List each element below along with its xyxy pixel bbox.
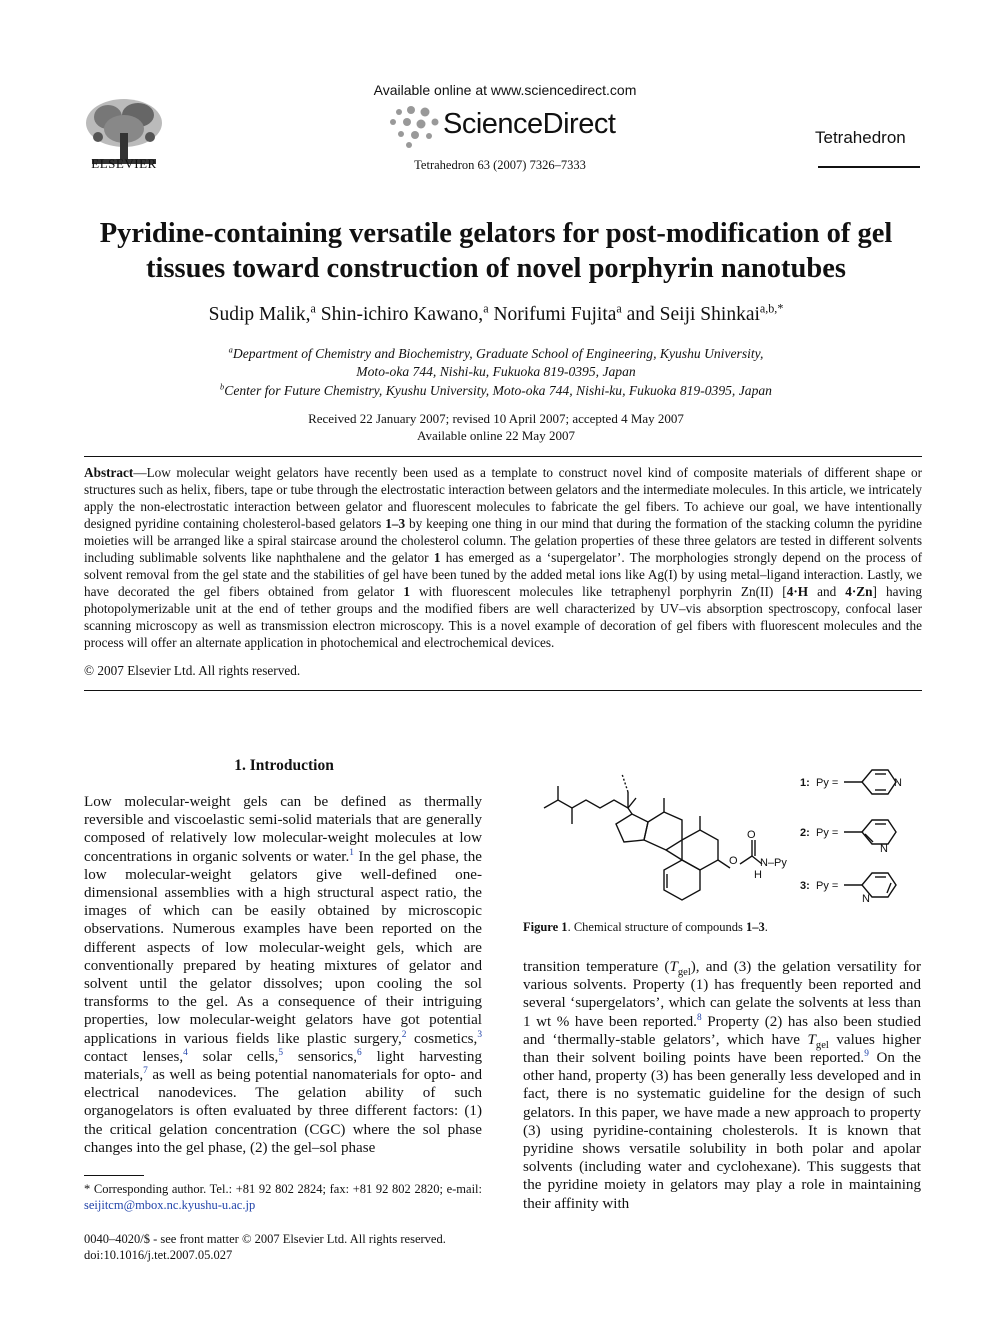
author-name: Seiji Shinkai [659, 304, 760, 325]
abstract-text: by keeping one thing in our mind that during the formation of the stacking column the pyridine moieties will be arranged like a spiral staircase around the cholesterol column. The gelation properties of these three gelators are tested in different solvents including sublimable solvents like naphthalene and the gelator [84, 516, 923, 565]
title-line-1: Pyridine-containing versatile gelators for post-modification of gel [99, 218, 893, 249]
author-list [60, 301, 932, 326]
citation-ref[interactable]: 1 [349, 847, 354, 858]
author-affil-mark: a,b,* [759, 301, 784, 316]
body-text: Low molecular-weight gels can be defined as thermally reversible and viscoelastic semi-solid materials that are generally composed of relatively low molecular-weight molecules at low concentrations in organic solvents or water. [84, 794, 482, 865]
author-joiner: and [626, 304, 655, 325]
hydrogen-label: H [754, 869, 762, 881]
body-text: as well as being potential nanomaterials for opto- and electrical nanodevices. The gelation ability of such organogelators is often evaluated by three different factors: (1) the critical gelation concentration (CGC) where the sol phase changes into the gel phase, (2) the gel–sol phase [84, 1067, 482, 1156]
body-text: solar cells, [187, 1048, 279, 1065]
body-column-right [523, 958, 921, 1213]
front-matter [84, 1231, 482, 1263]
t-gel-symbol: T [669, 959, 678, 975]
py-label: Py = [816, 880, 839, 892]
compound-2-label: 2: [800, 827, 810, 839]
body-column-left [84, 793, 482, 1157]
publisher-name: ELSEVIER [91, 156, 157, 171]
body-text: Property (2) has also been studied and ‘thermally-stable gelators’, which have [523, 1013, 922, 1048]
compound-ref: 1 [433, 550, 441, 565]
footnote-text: * Corresponding author. Tel.: +81 92 802 2824; fax: +81 92 802 2820; e-mail: [84, 1182, 482, 1196]
abstract-top-rule [84, 456, 922, 457]
abstract-text: ] having photopolymerizable unit at the end of tether groups and the modified fibers are well characterized by UV–vis absorption spectroscopy, confocal laser scanning microscopy as well as transmission electron microscopy. This is a novel example of decoration of gel fibers with fluorescent molecules and the process will offer an alternate application in photochemical and electrochemical devices. [84, 584, 923, 650]
abstract-text: has emerged as a ‘supergelator’. The morphologies strongly depend on the process of solvent removal from the gel state and the stabilities of gel have been tuned by the added metal ions like Ag(I) by using metal–ligand interaction. Lastly, we have decorated the gel fibers obtained from gelator [84, 550, 922, 599]
figure-caption [523, 920, 921, 935]
nitrogen-label: N [894, 777, 902, 789]
section-heading: 1. Introduction [234, 757, 334, 774]
nh-py-label: N–Py [760, 857, 787, 869]
py-label: Py = [816, 777, 839, 789]
available-online-text: Available online at www.sciencedirect.com [373, 82, 637, 98]
figure-label: Figure 1 [523, 920, 568, 934]
oxygen-atom-label: O [747, 829, 756, 841]
compound-ref: 4·H [786, 584, 809, 599]
citation-ref[interactable]: 3 [477, 1029, 482, 1040]
citation-ref[interactable]: 2 [401, 1029, 407, 1040]
body-text: cosmetics, [406, 1030, 478, 1047]
body-text: In the gel phase, the low molecular-weight gelators give well-defined one-dimensional assemblies with a high structural aspect ratio, the images of which can be easily obtained by microscopic observations. Numerous examples have been reported on the different aspects of low molecular-weight gels, which are conventionally prepared by heating mixtures of gelator and solvent until the gelator dissolves; upon cooling the sol transforms to the gel. As a consequence of their intriguing properties, low molecular-weight gelators have got potential applications in various fields like plastic surgery, [84, 848, 482, 1047]
caption-text: . Chemical structure of compounds [567, 920, 746, 934]
body-text: On the other hand, property (3) has been generally less developed and in fact, there is no systematic guideline for the design of such gelators. In this paper, we have made a new approach to property (3) using pyridine-containing cholesterols. It is known that pyridine shows versatile solubility in both polar and apolar solvents (including water and cyclohexane). This suggests that the pyridine moiety in gelators may play a role in maintaining their affinity with [523, 1050, 922, 1212]
journal-citation: Tetrahedron 63 (2007) 7326–7333 [414, 158, 586, 172]
footnote-rule [84, 1175, 144, 1176]
author-affil-mark: a [483, 301, 489, 316]
citation-ref[interactable]: 4 [183, 1047, 188, 1058]
corresponding-author-footnote [84, 1181, 482, 1213]
author-affil-mark: a [616, 301, 622, 316]
journal-name: Tetrahedron [815, 128, 906, 147]
citation-ref[interactable]: 8 [696, 1012, 702, 1023]
citation-ref[interactable]: 7 [143, 1066, 148, 1077]
affil-b-text: Center for Future Chemistry, Kyushu University, Moto-oka 744, Nishi-ku, Fukuoka 819-0395, Japan [224, 383, 772, 398]
nitrogen-label: N [862, 893, 870, 905]
citation-ref[interactable]: 9 [864, 1048, 869, 1059]
t-gel-symbol: T [807, 1031, 816, 1048]
journal-rule [818, 166, 920, 168]
compound-ref: 1 [403, 584, 410, 599]
compound-3-label: 3: [800, 880, 810, 892]
sciencedirect-wordmark: ScienceDirect [443, 108, 616, 140]
abstract-text: with fluorescent molecules like tetraphenyl porphyrin Zn(II) [ [409, 584, 787, 599]
abstract-text: —Low molecular weight gelators have recently been used as a template to construct novel kind of composite materials of different shape or structures such as helix, fibers, tape or tube through the electrostatic interaction between gelators and the intermediate molecules. In this article, we intricately apply the non-electrostatic interaction between gelator and fluorescent molecules to fabricate the gel fibers. To achieve our goal, we have intentionally designed pyridine containing cholesterol-based gelators [84, 465, 922, 531]
author-affil-mark: a [310, 301, 316, 316]
body-text: light harvesting materials, [84, 1048, 482, 1084]
body-text: contact lenses, [84, 1048, 184, 1065]
citation-ref[interactable]: 5 [278, 1047, 284, 1058]
t-gel-subscript: gel [815, 1039, 829, 1051]
abstract-label: Abstract [84, 465, 134, 480]
received-dates: Received 22 January 2007; revised 10 April 2007; accepted 4 May 2007 [308, 411, 684, 426]
affiliation-b [80, 382, 912, 400]
citation-ref[interactable]: 6 [357, 1047, 362, 1058]
body-text: transition temperature ( [523, 959, 670, 975]
abstract-text: and [808, 584, 846, 599]
body-text: values higher than their solvent boiling points have been reported. [523, 1031, 922, 1067]
email-link[interactable]: seijitcm@mbox.nc.kyushu-u.ac.jp [84, 1198, 256, 1212]
doi-line[interactable]: doi:10.1016/j.tet.2007.05.027 [84, 1248, 233, 1262]
compound-ref: 1–3 [746, 920, 765, 934]
issn-line: 0040–4020/$ - see front matter © 2007 Elsevier Ltd. All rights reserved. [84, 1232, 446, 1246]
abstract-copyright: © 2007 Elsevier Ltd. All rights reserved. [84, 663, 301, 678]
py-label: Py = [816, 827, 839, 839]
compound-ref: 1–3 [385, 516, 406, 531]
compound-ref: 4·Zn [845, 584, 873, 599]
t-gel-subscript: gel [677, 967, 691, 979]
affil-a-line-1: Department of Chemistry and Biochemistry, Graduate School of Engineering, Kyushu University, [232, 346, 764, 361]
author-name: Shin-ichiro Kawano, [320, 304, 484, 325]
body-text: ), and (3) the gelation versatility for various solvents. Property (1) has frequently been reported and several ‘supergelators’, which can gelate the solvents at less than 1 wt % have been reported. [523, 959, 921, 1030]
author-name: Norifumi Fujita [493, 304, 617, 325]
oxygen-atom-label: O [729, 855, 738, 867]
author-name: Sudip Malik, [208, 304, 311, 325]
chemical-structure-figure [536, 768, 922, 908]
body-text: sensorics, [283, 1048, 358, 1065]
abstract-bottom-rule [84, 690, 922, 691]
abstract [84, 464, 922, 651]
available-online-date: Available online 22 May 2007 [417, 428, 575, 443]
compound-1-label: 1: [800, 777, 810, 789]
affil-b-label: b [220, 381, 225, 392]
title-line-2: tissues toward construction of novel porphyrin nanotubes [146, 253, 846, 284]
article-title [60, 216, 932, 286]
affil-a-line-2: Moto-oka 744, Nishi-ku, Fukuoka 819-0395, Japan [356, 364, 636, 379]
nitrogen-label: N [880, 843, 888, 855]
affil-a-label: a [228, 344, 233, 355]
affiliation-a [80, 345, 912, 381]
caption-text: . [764, 920, 768, 934]
